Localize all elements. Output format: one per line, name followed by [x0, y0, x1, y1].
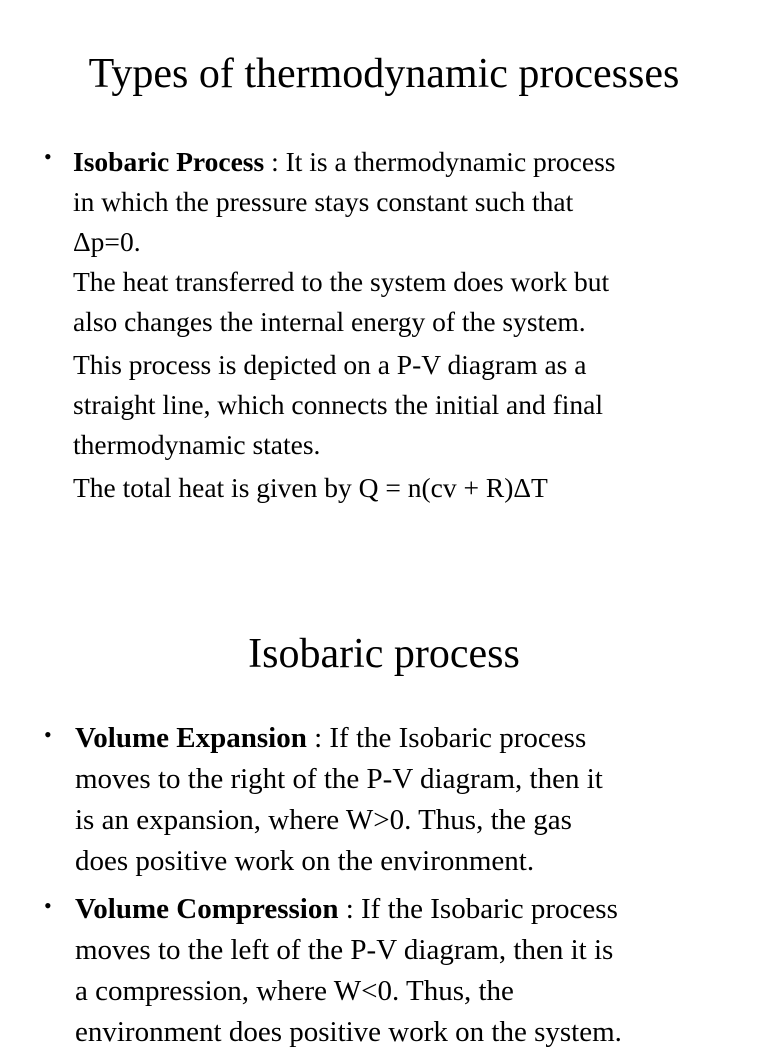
slide-isobaric-process — [0, 560, 768, 1048]
text-line: The total heat is given by Q = n(cv + R)ΔT — [73, 472, 548, 503]
text-line: The heat transferred to the system does work but — [73, 266, 610, 297]
term-volume-expansion: Volume Expansion — [75, 722, 307, 754]
text-line: straight line, which connects the initial and final — [73, 389, 603, 420]
text-line: This process is depicted on a P-V diagram as a — [73, 349, 587, 380]
volume-compression-item — [75, 889, 622, 1053]
text-line: Volume Compression : If the Isobaric process — [75, 893, 618, 925]
text-line: in which the pressure stays constant such that — [73, 186, 574, 217]
text-line: does positive work on the environment. — [75, 845, 535, 877]
volume-expansion-item — [75, 718, 603, 882]
text-line: a compression, where W<0. Thus, the — [75, 975, 514, 1007]
total-heat-formula — [73, 468, 548, 508]
isobaric-definition — [73, 142, 616, 262]
bullet-icon: • — [44, 893, 52, 918]
heat-transfer-paragraph — [73, 262, 609, 342]
term-isobaric-process: Isobaric Process — [73, 146, 265, 177]
bullet-icon: • — [44, 722, 52, 747]
text-line: moves to the left of the P-V diagram, then it is — [75, 934, 614, 966]
slide-title: Isobaric process — [248, 631, 520, 677]
slide-title: Types of thermodynamic processes — [88, 51, 680, 97]
pv-diagram-paragraph — [73, 345, 603, 465]
text-line: thermodynamic states. — [73, 429, 321, 460]
text-line: Isobaric Process : It is a thermodynamic process — [73, 146, 616, 177]
text-line: environment does positive work on the system. — [75, 1016, 622, 1048]
term-volume-compression: Volume Compression — [75, 893, 339, 925]
text-line: Volume Expansion : If the Isobaric process — [75, 722, 587, 754]
text-line: Δp=0. — [73, 226, 141, 257]
text-line: also changes the internal energy of the system. — [73, 306, 586, 337]
bullet-icon: • — [44, 144, 52, 169]
text-line: moves to the right of the P-V diagram, then it — [75, 763, 603, 795]
text-line: is an expansion, where W>0. Thus, the gas — [75, 804, 572, 836]
